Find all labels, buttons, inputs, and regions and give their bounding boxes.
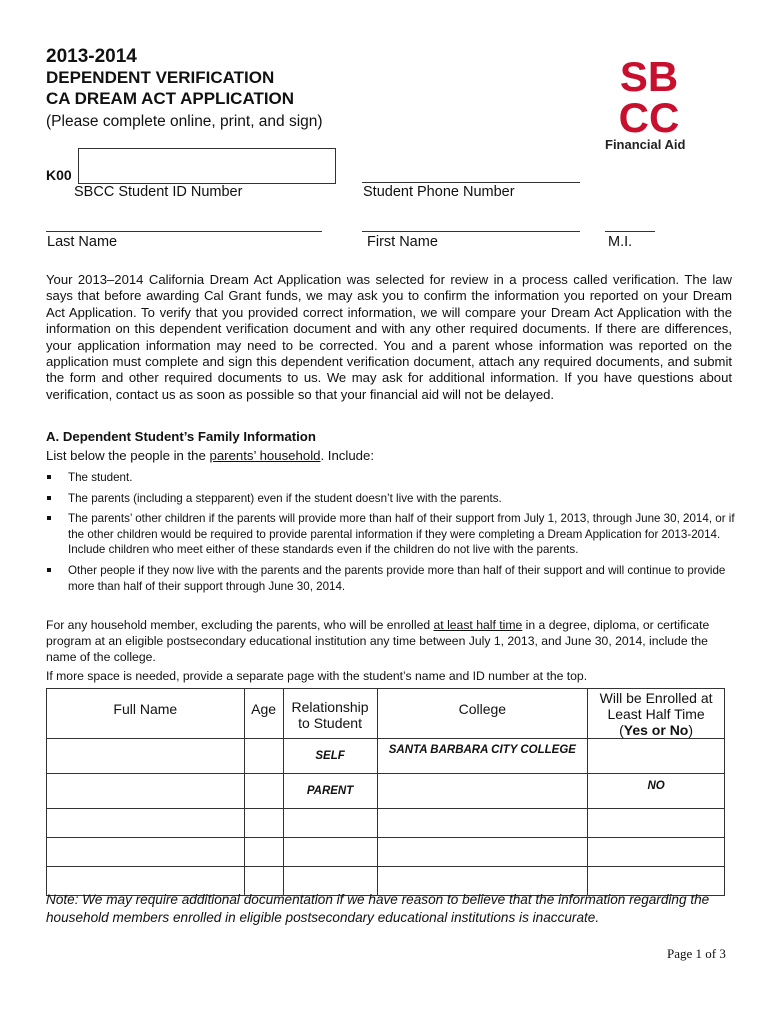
- form-subtitle-title: CA DREAM ACT APPLICATION: [46, 89, 295, 108]
- full-name-cell[interactable]: [47, 809, 245, 838]
- list-item: [46, 491, 736, 507]
- list-item-text: Other people if they now live with the parents and the parents provide more than half of their support and will continue to provide more than half of their support through June 30, 2014.: [68, 563, 726, 593]
- relationship-header-line: to Student: [298, 715, 362, 731]
- relationship-cell[interactable]: [283, 809, 377, 838]
- mi-label: M.I.: [608, 234, 633, 250]
- relationship-cell[interactable]: PARENT: [283, 774, 377, 809]
- age-cell[interactable]: [244, 838, 283, 867]
- section-a-intro-end: . Include:: [320, 448, 374, 463]
- bullet-icon: [47, 496, 51, 500]
- household-text-underlined: at least half time: [433, 618, 523, 632]
- logo-caption: Financial Aid: [605, 137, 686, 152]
- table-row: [47, 809, 725, 838]
- college-cell[interactable]: [377, 838, 588, 867]
- household-text-start: For any household member, excluding the parents, who will be enrolled: [46, 618, 434, 632]
- list-item-text: The student.: [68, 471, 133, 484]
- section-a-heading: A. Dependent Student’s Family Information: [46, 429, 316, 444]
- full-name-cell[interactable]: [47, 774, 245, 809]
- college-cell[interactable]: [377, 774, 588, 809]
- relationship-header-line: Relationship: [291, 699, 369, 715]
- age-cell[interactable]: [244, 739, 283, 774]
- relationship-cell[interactable]: [283, 838, 377, 867]
- enrolled-cell[interactable]: [588, 838, 725, 867]
- first-name-label: First Name: [367, 234, 438, 250]
- full-name-cell[interactable]: [47, 739, 245, 774]
- list-item-text: The parents (including a stepparent) even if the student doesn’t live with the parents.: [68, 491, 502, 505]
- bullet-icon: [47, 516, 51, 520]
- form-instructions: (Please complete online, print, and sign): [46, 113, 323, 130]
- table-row: [47, 838, 725, 867]
- logo-text-cc: CC: [618, 94, 680, 134]
- enrolled-cell[interactable]: [588, 809, 725, 838]
- bullet-icon: [47, 568, 51, 572]
- page-number: Page 1 of 3: [667, 946, 726, 961]
- enrolled-header-line: Will be Enrolled at: [599, 690, 713, 706]
- bullet-icon: [47, 475, 51, 479]
- table-row: [47, 774, 725, 809]
- col-header-age: Age: [244, 689, 283, 739]
- documentation-note: Note: We may require additional documentation if we have reason to believe that the information regarding the household members enrolled in eligible postsecondary educational institutions is inaccurate.: [46, 892, 710, 925]
- verification-intro-paragraph: Your 2013–2014 California Dream Act Application was selected for review in a process called verification. The law says that before awarding Cal Grant funds, we may ask you to confirm the information you reported on your Dream Act Application. To verify that you provided correct information, we will compare your Dream Act Application with the information on this dependent verification document and with any other required documents. If there are differences, your application information may need to be corrected. You and a parent whose information was reported on the application must complete and sign this dependent verification document, attach any required documents, and submit the form and other required documents to us. We may ask for additional information. If you have questions about verification, contact us as soon as possible so that your financial aid will not be delayed.: [46, 272, 732, 402]
- logo-text-sb: SB: [619, 54, 679, 100]
- enrolled-header-paren: ): [688, 722, 694, 738]
- student-id-label: SBCC Student ID Number: [74, 184, 243, 200]
- section-a-intro-text: List below the people in the: [46, 448, 210, 463]
- enrolled-cell[interactable]: NO: [588, 774, 725, 809]
- mi-field-line[interactable]: [605, 231, 655, 232]
- sbcc-logo: [602, 54, 696, 134]
- last-name-field-line[interactable]: [46, 231, 322, 232]
- table-row: [47, 739, 725, 774]
- enrolled-header-yes-no: Yes or No: [623, 722, 689, 738]
- col-header-relationship: [283, 689, 377, 739]
- enrolled-header-line: Least Half Time: [607, 706, 705, 722]
- college-cell[interactable]: SANTA BARBARA CITY COLLEGE: [377, 739, 588, 774]
- household-text-end: in a degree, diploma, or certificate program at an eligible postsecondary educational institution any time between July 1, 2013, and June 30, 2014, include the name of the college.: [46, 618, 710, 664]
- enrolled-cell[interactable]: [588, 739, 725, 774]
- col-header-full-name: Full Name: [47, 689, 245, 739]
- relationship-cell[interactable]: SELF: [283, 739, 377, 774]
- list-item: [46, 470, 736, 486]
- age-cell[interactable]: [244, 809, 283, 838]
- section-a-intro-underlined: parents’ household: [209, 448, 321, 463]
- enrolled-header-line: [588, 722, 724, 738]
- more-space-instructions: If more space is needed, provide a separate page with the student’s name and ID number at the top.: [46, 669, 588, 683]
- list-item: [46, 511, 736, 558]
- section-a-intro: [46, 448, 374, 463]
- col-header-enrolled: [588, 689, 725, 739]
- include-list: [46, 470, 736, 599]
- list-item: [46, 563, 736, 594]
- enrolled-header-paren: (: [619, 722, 624, 738]
- family-information-table: [46, 688, 725, 896]
- last-name-label: Last Name: [47, 234, 118, 250]
- age-cell[interactable]: [244, 774, 283, 809]
- form-year: 2013-2014: [46, 46, 137, 67]
- list-item-text: The parents’ other children if the parents will provide more than half of their support from July 1, 2013, through June 30, 2014, or if the other children would be required to provide parental information if they were completing a Dream Application for 2013-2014. Include children who meet either of these standards even if the children do not live with the parents.: [68, 512, 735, 557]
- student-id-prefix: K00: [46, 167, 72, 183]
- full-name-cell[interactable]: [47, 838, 245, 867]
- phone-field-line[interactable]: [362, 182, 580, 183]
- col-header-college: College: [377, 689, 588, 739]
- household-enrollment-instructions: [46, 617, 736, 665]
- phone-label: Student Phone Number: [363, 184, 515, 200]
- college-cell[interactable]: [377, 809, 588, 838]
- first-name-field-line[interactable]: [362, 231, 580, 232]
- form-title: DEPENDENT VERIFICATION: [46, 68, 275, 87]
- student-id-input[interactable]: [78, 148, 336, 184]
